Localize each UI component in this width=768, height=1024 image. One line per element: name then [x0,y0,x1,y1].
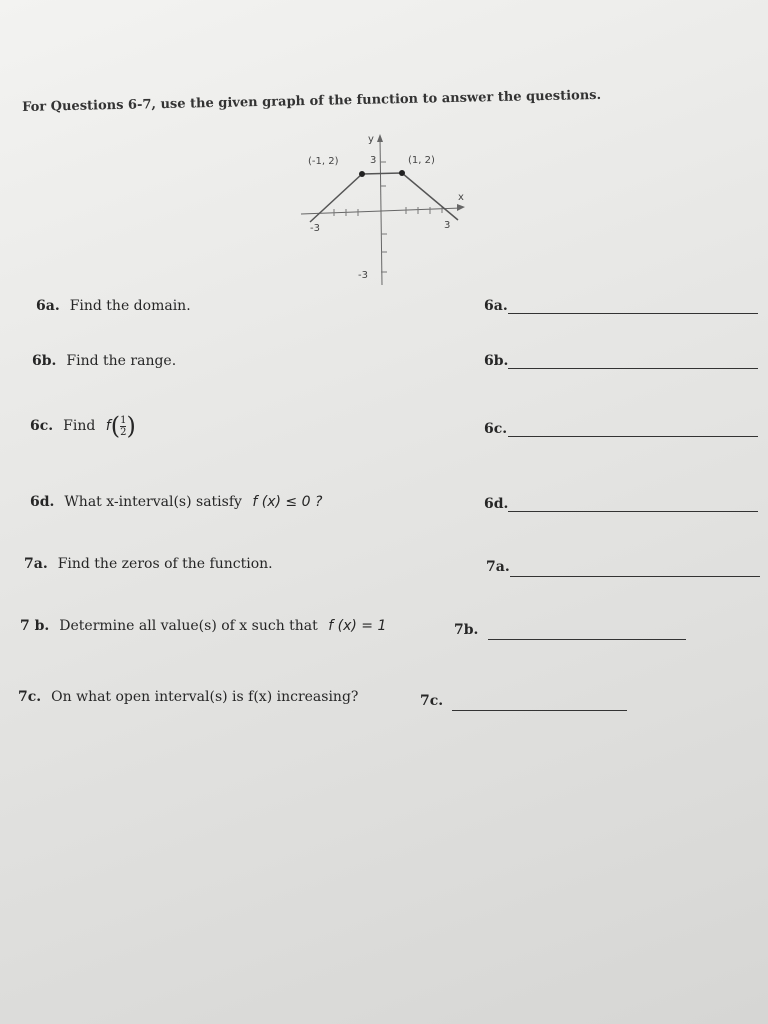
tick-label-x-left: -3 [310,223,320,234]
function-graph [296,130,476,290]
question-6c: 6c. Find f( $\frac{1}{2}$ ) [30,412,136,440]
instructions-header: For Questions 6-7, use the given graph of the function to answer the questions. [22,87,602,115]
tick-label-y-bottom: -3 [358,270,368,281]
y-axis-label: y [368,134,374,145]
question-6a: 6a. Find the domain. [36,298,191,314]
answer-line-7b[interactable] [488,639,686,640]
point-right-label: (1, 2) [408,155,435,166]
point-right-dot [399,170,405,176]
answer-line-6b[interactable] [508,368,758,369]
answer-label-7c: 7c. [420,693,444,709]
tick-label-x-right: 3 [444,220,451,231]
answer-label-6b: 6b. [484,353,509,369]
question-7b: 7 b. Determine all value(s) of x such that f (x) = 1 [20,618,387,634]
answer-line-6a[interactable] [508,313,758,314]
question-6b: 6b. Find the range. [32,353,177,369]
x-axis-arrow-icon [457,204,465,211]
point-left-label: (-1, 2) [308,156,339,167]
y-axis-arrow-icon [377,134,383,142]
x-axis-label: x [458,192,464,203]
answer-label-7a: 7a. [486,559,510,575]
answer-label-6d: 6d. [484,496,509,512]
answer-line-7a[interactable] [510,576,760,577]
answer-line-6c[interactable] [508,436,758,437]
answer-label-7b: 7b. [454,622,479,638]
answer-line-6d[interactable] [508,511,758,512]
question-7c: 7c. On what open interval(s) is f(x) increasing? [18,689,359,705]
question-6d: 6d. What x-interval(s) satisfy f (x) ≤ 0 ? [30,494,323,510]
fraction-one-half: $\frac{1}{2}$ [120,414,127,438]
answer-label-6c: 6c. [484,421,508,437]
answer-line-7c[interactable] [452,710,627,711]
answer-label-6a: 6a. [484,298,508,314]
question-7a: 7a. Find the zeros of the function. [24,556,273,572]
function-curve [310,173,458,222]
point-left-dot [359,171,365,177]
tick-label-y-top: 3 [370,155,377,166]
